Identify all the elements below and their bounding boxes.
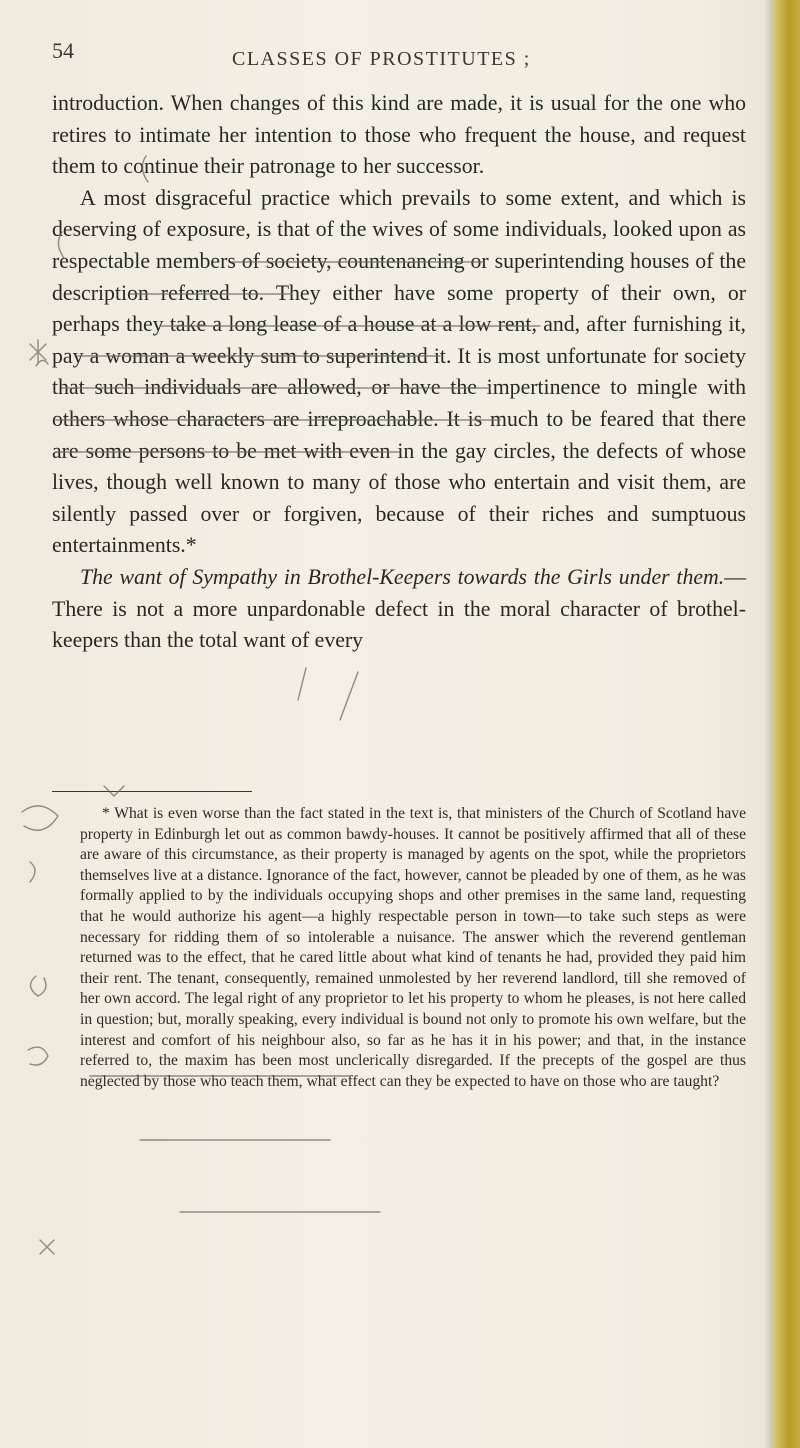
footnote-rule: [52, 791, 252, 792]
section-text: —There is not a more unpardonable defect in the moral character of brothel-keepers than the total want of every: [52, 564, 746, 653]
running-head: [52, 38, 752, 78]
section-heading: The want of Sympathy in Brothel-Keepers towards the Girls under them.: [80, 564, 725, 589]
body-text: [52, 88, 746, 657]
section-paragraph: [52, 562, 746, 657]
paragraph-intro-continuation: introduction. When changes of this kind are made, it is usual for the one who retires to intimate her intention to those who frequent the house, and request them to continue their patronage to her successor.: [52, 91, 746, 179]
footnote: * What is even worse than the fact stated in the text is, that ministers of the Church of Scotland have property in Edinburgh let out as common bawdy-houses. It cannot be positively affirmed that all of these are aware of this circumstance, as their property is managed by agents on the spot, while the proprietors themselves live at a distance. Ignorance of the fact, however, cannot be pleaded by one of them, as he was formally applied to by the individuals occupying shops and other premises in the same land, requesting that he would authorize his agent—a highly respectable person in town—to take such steps as were necessary for ridding them of so intolerable a nuisance. The answer which the reverend gentleman returned was to the effect, that he cared little about what kind of tenants he had, provided they paid him their rent. The tenant, consequently, remained unmolested by her reverend landlord, till she removed of her own accord. The legal right of any proprietor to let his property to whom he pleases, is not here called in question; but, morally speaking, every individual is bound not only to promote his own welfare, but the interest and comfort of his neighbour also, so far as he has it in his power; and that, in the instance referred to, the maxim has been most unclerically disregarded. If the precepts of the gospel are thus neglected by those who teach them, what effect can they be expected to have on those who are taught?: [80, 805, 746, 1090]
running-title: CLASSES OF PROSTITUTES ;: [232, 48, 531, 70]
gutter-shadow: [764, 0, 772, 1448]
page-number: 54: [52, 38, 74, 63]
page-edge-strip: [772, 0, 800, 1448]
paragraph-disgraceful-practice: A most disgraceful practice which prevails to some extent, and which is deserving of exposure, is that of the wives of some individuals, looked upon as respectable members of society, countenancing or superintending houses of the description referred to. They either have some property of their own, or perhaps they take a long lease of a house at a low rent, and, after furnishing it, pay a woman a weekly sum to superintend it. It is most unfortunate for society that such individuals are allowed, or have the impertinence to mingle with others whose characters are irreproachable. It is much to be feared that there are some persons to be met with even in the gay circles, the defects of whose lives, though well known to many of those who entertain and visit them, are silently passed over or forgiven, because of their riches and sumptuous entertainments.*: [52, 185, 746, 558]
